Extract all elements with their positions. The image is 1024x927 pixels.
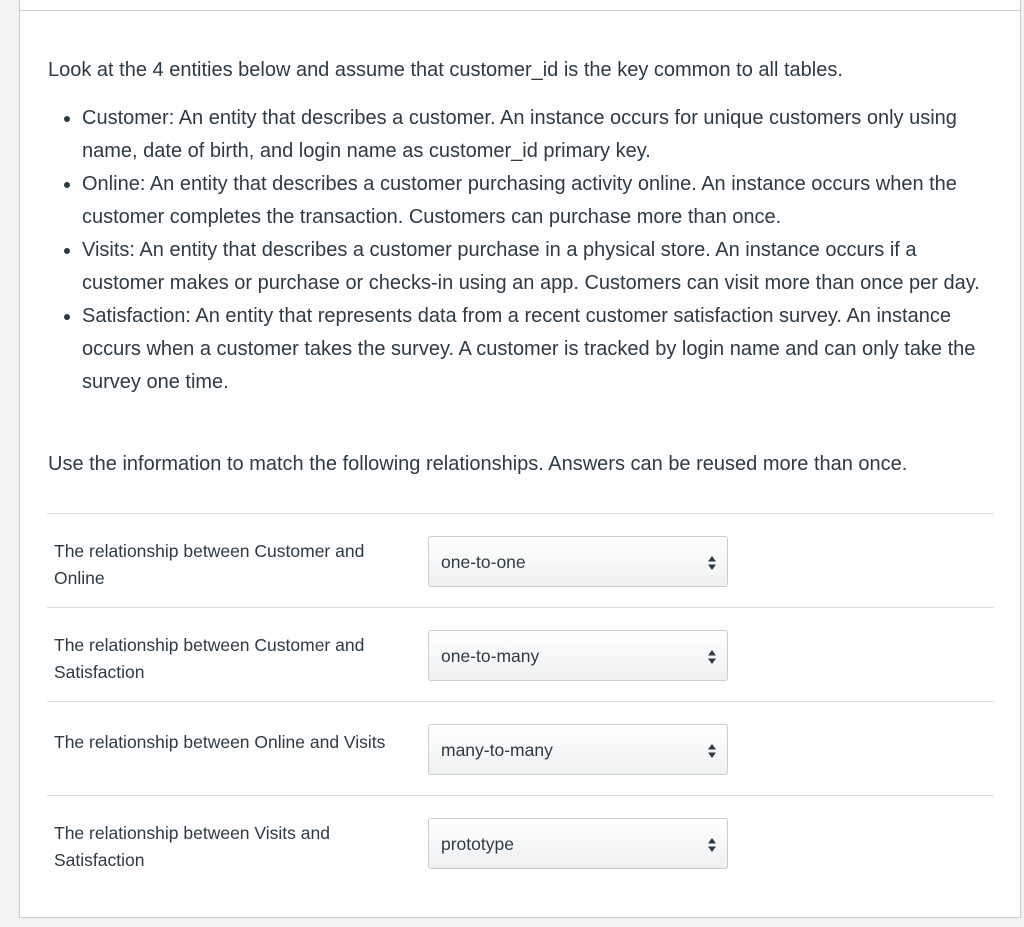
answer-select-visits-satisfaction[interactable] [428,818,728,869]
up-down-arrows-icon [707,554,717,572]
answer-select-online-visits[interactable] [428,724,728,775]
match-label: The relationship between Customer and Online [54,541,365,588]
selected-answer: one-to-many [441,646,540,666]
match-row-online-visits [47,701,994,795]
selected-answer: many-to-many [441,740,553,760]
entity-online: • Online: An entity that describes a customer purchasing activity online. An instance occurs when the customer completes the transaction. Customers can purchase more than once. [82,168,998,234]
entity-visits: • Visits: An entity that describes a customer purchase in a physical store. An instance occurs if a customer makes or purchase or checks-in using an app. Customers can visit more than once per day. [82,234,998,300]
question-intro: Look at the 4 entities below and assume that customer_id is the key common to all tables. [48,59,843,81]
match-list [47,513,994,889]
entity-list [48,102,998,399]
match-row-customer-online [47,513,994,607]
selected-answer: one-to-one [441,552,526,572]
match-label: The relationship between Visits and Satisfaction [54,823,330,870]
up-down-arrows-icon [707,836,717,854]
answer-select-customer-satisfaction[interactable] [428,630,728,681]
match-row-customer-satisfaction [47,607,994,701]
entity-customer: • Customer: An entity that describes a customer. An instance occurs for unique customers only using name, date of birth, and login name as customer_id primary key. [82,102,998,168]
answer-select-customer-online[interactable] [428,536,728,587]
match-label: The relationship between Customer and Satisfaction [54,635,365,682]
up-down-arrows-icon [707,742,717,760]
match-row-visits-satisfaction [47,795,994,889]
match-label: The relationship between Online and Visits [54,732,386,752]
selected-answer: prototype [441,834,514,854]
top-divider [20,10,1020,11]
question-card [19,0,1021,918]
question-instructions: Use the information to match the following relationships. Answers can be reused more than once. [48,453,908,475]
up-down-arrows-icon [707,648,717,666]
entity-satisfaction: • Satisfaction: An entity that represents data from a recent customer satisfaction survey. An instance occurs when a customer takes the survey. A customer is tracked by login name and can only take the survey one time. [82,300,998,399]
